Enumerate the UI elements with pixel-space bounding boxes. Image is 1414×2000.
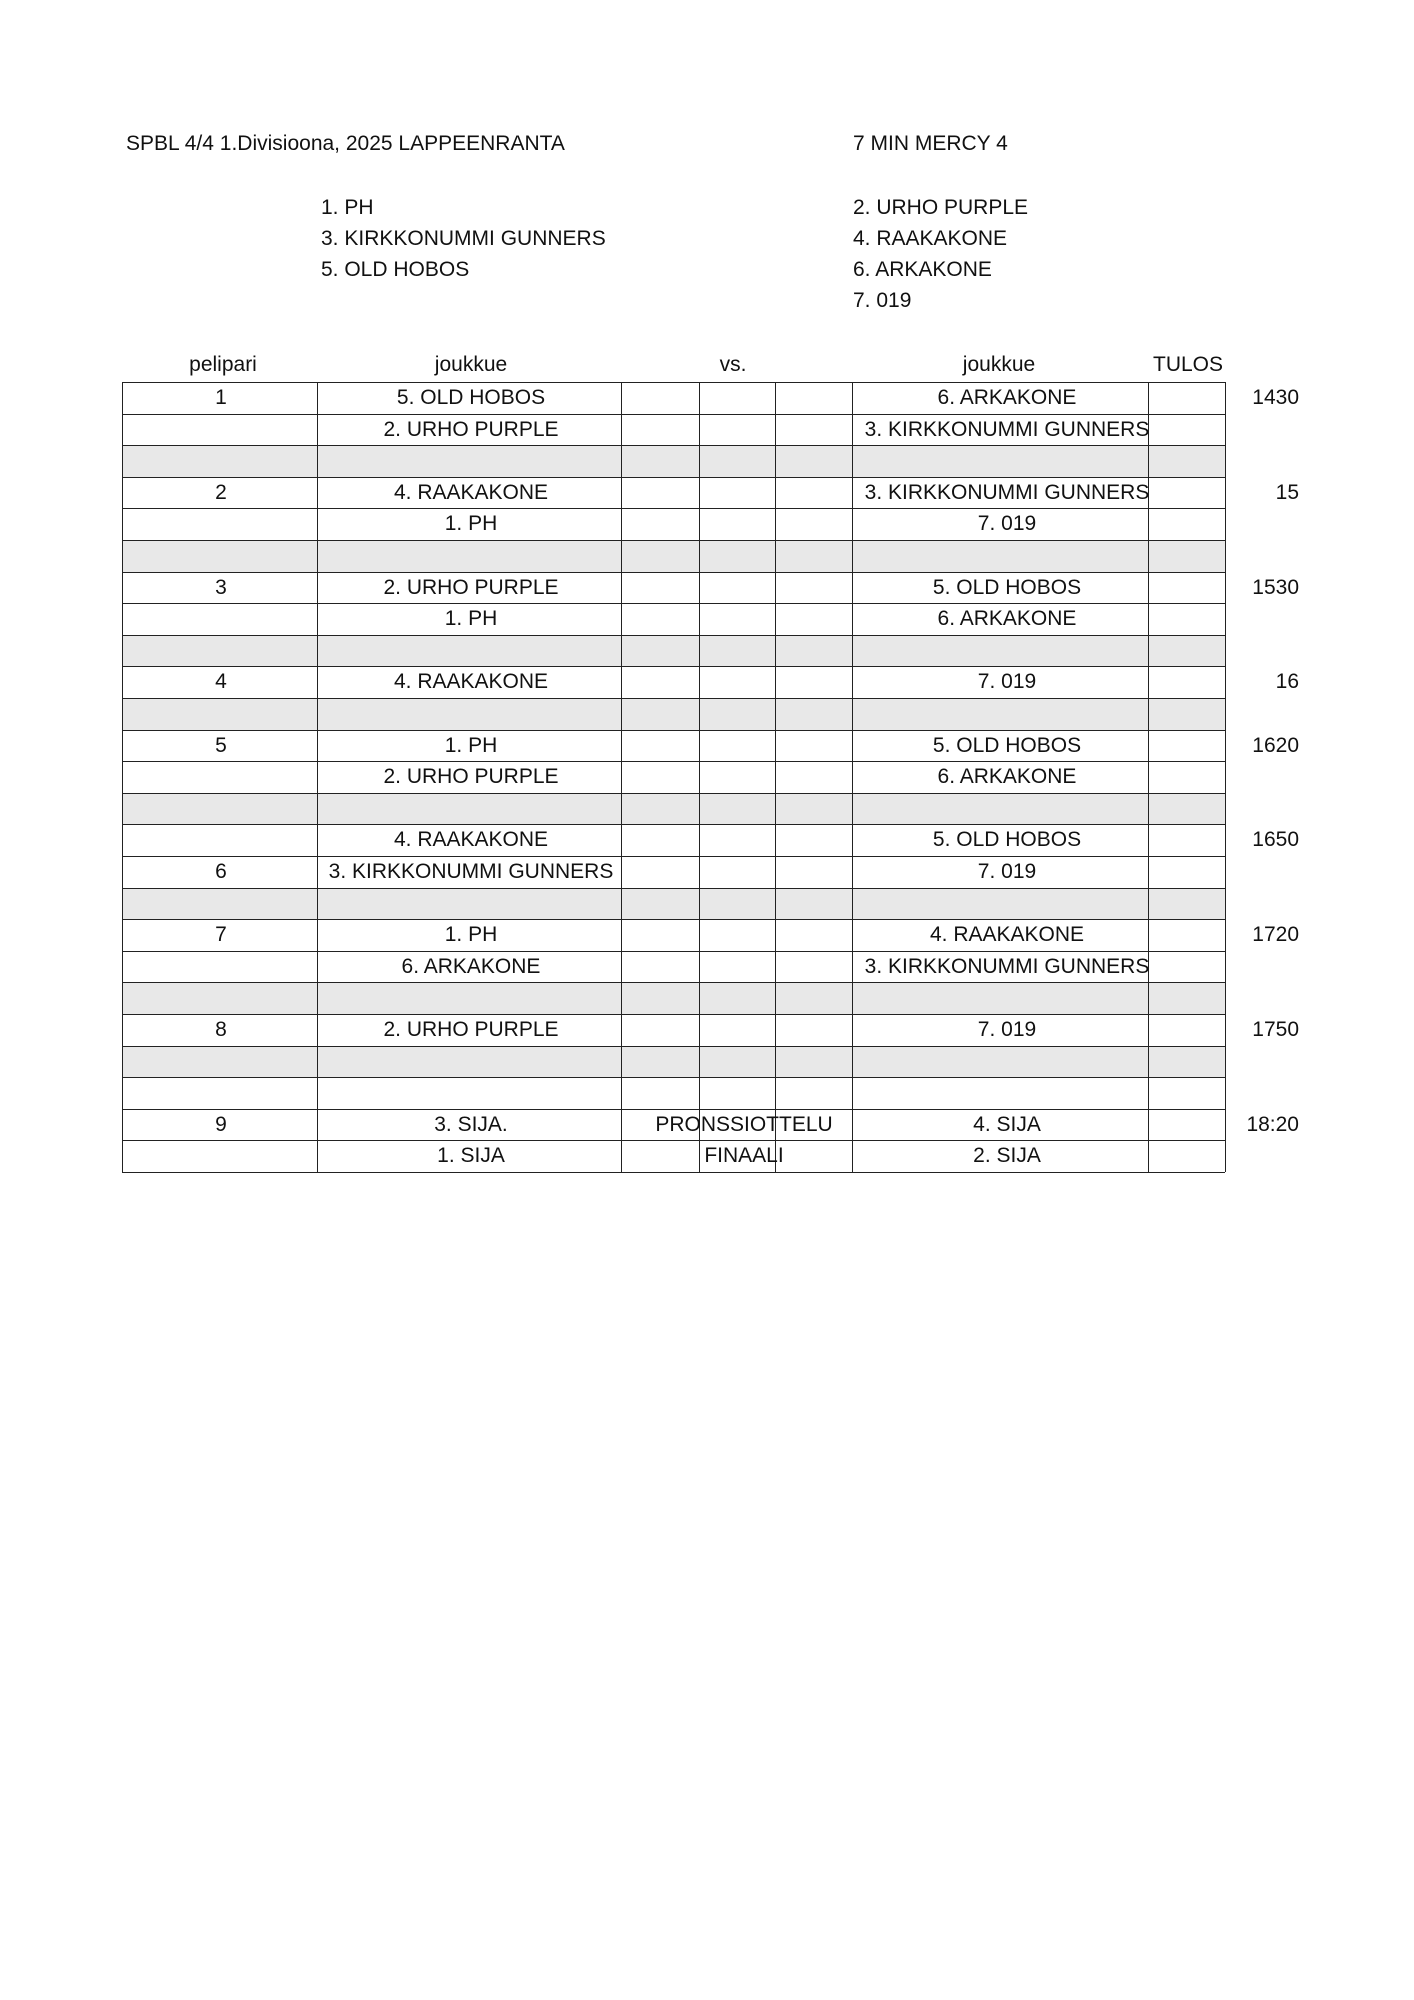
home-team-cell: 4. RAAKAKONE (393, 670, 549, 694)
match-pair-number: 6 (215, 860, 227, 883)
grid-line-vertical (122, 445, 123, 477)
grid-line-vertical (852, 698, 853, 730)
grid-line-vertical (1225, 698, 1226, 730)
home-team-cell: 1. PH (444, 607, 498, 631)
grid-line-vertical (1225, 382, 1226, 414)
grid-line-vertical (621, 603, 622, 635)
match-time: 1650 (1252, 828, 1299, 852)
grid-line-horizontal (122, 730, 1225, 731)
grid-line-vertical (699, 572, 700, 604)
grid-line-vertical (1148, 445, 1149, 477)
grid-line-vertical (317, 572, 318, 604)
home-team-cell: 1. PH (444, 923, 498, 947)
grid-line-horizontal (122, 635, 1225, 636)
grid-line-vertical (621, 856, 622, 888)
grid-line-vertical (1225, 793, 1226, 825)
away-team-cell: 4. RAAKAKONE (929, 923, 1085, 947)
grid-line-vertical (775, 635, 776, 667)
grid-line-vertical (122, 572, 123, 604)
grid-line-vertical (699, 824, 700, 856)
grid-line-vertical (699, 761, 700, 793)
grid-line-vertical (1148, 382, 1149, 414)
grid-line-vertical (317, 477, 318, 509)
match-pair-number: 1 (215, 386, 227, 409)
grid-line-vertical (122, 856, 123, 888)
grid-line-horizontal (122, 951, 1225, 952)
grid-line-vertical (621, 1014, 622, 1046)
grid-line-vertical (621, 1109, 622, 1141)
grid-line-vertical (317, 603, 318, 635)
grid-line-horizontal (122, 761, 1225, 762)
grid-line-vertical (699, 1140, 700, 1172)
mercy-rule: 7 MIN MERCY 4 (853, 132, 1008, 155)
grid-line-vertical (775, 1046, 776, 1078)
grid-line-vertical (852, 824, 853, 856)
away-team-cell: 2. SIJA (973, 1144, 1041, 1168)
grid-line-vertical (699, 508, 700, 540)
grid-line-vertical (122, 635, 123, 667)
away-team-cell: 6. ARKAKONE (937, 607, 1077, 631)
grid-line-vertical (317, 730, 318, 762)
grid-line-vertical (1148, 698, 1149, 730)
grid-line-vertical (1225, 982, 1226, 1014)
spacer-row-fill (122, 540, 1225, 572)
match-type-label: PRONSSIOTTELU (655, 1112, 833, 1136)
grid-line-vertical (699, 1014, 700, 1046)
grid-line-vertical (621, 824, 622, 856)
grid-line-vertical (1148, 1046, 1149, 1078)
grid-line-vertical (122, 540, 123, 572)
grid-line-vertical (122, 1109, 123, 1141)
grid-line-vertical (775, 1014, 776, 1046)
match-time: 1530 (1252, 575, 1299, 599)
grid-line-vertical (621, 572, 622, 604)
grid-line-vertical (122, 951, 123, 983)
grid-line-vertical (699, 888, 700, 920)
grid-line-horizontal (122, 540, 1225, 541)
team-list-item: 5. OLD HOBOS (321, 258, 470, 281)
grid-line-vertical (699, 982, 700, 1014)
grid-line-vertical (1148, 666, 1149, 698)
grid-line-vertical (317, 414, 318, 446)
spacer-row-fill (122, 698, 1225, 730)
match-time: 1620 (1252, 733, 1299, 757)
spacer-row-fill (122, 635, 1225, 667)
grid-line-vertical (122, 793, 123, 825)
grid-line-vertical (317, 1140, 318, 1172)
grid-line-horizontal (122, 698, 1225, 699)
away-team-cell: 7. 019 (977, 860, 1037, 883)
match-time: 16 (1275, 670, 1299, 694)
grid-line-vertical (1225, 856, 1226, 888)
grid-line-vertical (621, 635, 622, 667)
grid-line-vertical (122, 477, 123, 509)
team-list-item: 7. 019 (853, 289, 912, 312)
team-list-item: 2. URHO PURPLE (853, 196, 1029, 219)
grid-line-vertical (775, 698, 776, 730)
grid-line-vertical (699, 603, 700, 635)
away-team-cell: 6. ARKAKONE (937, 386, 1077, 409)
grid-line-vertical (317, 824, 318, 856)
home-team-cell: 4. RAAKAKONE (393, 480, 549, 504)
grid-line-vertical (852, 888, 853, 920)
grid-line-vertical (1225, 477, 1226, 509)
spacer-row-fill (122, 1046, 1225, 1078)
grid-line-vertical (1225, 761, 1226, 793)
grid-line-horizontal (122, 1172, 1225, 1173)
grid-line-vertical (317, 951, 318, 983)
grid-line-vertical (1148, 793, 1149, 825)
grid-line-vertical (775, 824, 776, 856)
grid-line-vertical (621, 477, 622, 509)
grid-line-vertical (852, 761, 853, 793)
grid-line-vertical (775, 603, 776, 635)
grid-line-vertical (1225, 1014, 1226, 1046)
grid-line-vertical (852, 919, 853, 951)
grid-line-vertical (1225, 572, 1226, 604)
grid-line-vertical (621, 445, 622, 477)
match-pair-number: 3 (215, 575, 227, 599)
away-team-cell: 5. OLD HOBOS (932, 828, 1082, 852)
grid-line-vertical (852, 666, 853, 698)
grid-line-vertical (1225, 1109, 1226, 1141)
column-header-home-team: joukkue (434, 353, 508, 376)
grid-line-vertical (317, 698, 318, 730)
grid-line-vertical (621, 730, 622, 762)
grid-line-vertical (699, 414, 700, 446)
grid-line-vertical (317, 1014, 318, 1046)
grid-line-vertical (775, 445, 776, 477)
grid-line-vertical (1225, 919, 1226, 951)
grid-line-vertical (699, 1077, 700, 1109)
grid-line-vertical (775, 951, 776, 983)
grid-line-vertical (1225, 540, 1226, 572)
grid-line-vertical (122, 761, 123, 793)
away-team-cell: 5. OLD HOBOS (932, 733, 1082, 757)
grid-line-vertical (852, 1109, 853, 1141)
grid-line-vertical (852, 1140, 853, 1172)
column-header-pair: pelipari (189, 353, 257, 376)
home-team-cell: 2. URHO PURPLE (383, 575, 559, 599)
grid-line-vertical (1148, 1077, 1149, 1109)
grid-line-horizontal (122, 1109, 1225, 1110)
match-time: 15 (1275, 480, 1299, 504)
grid-line-vertical (775, 382, 776, 414)
grid-line-vertical (1148, 540, 1149, 572)
grid-line-vertical (122, 919, 123, 951)
grid-line-vertical (122, 982, 123, 1014)
grid-line-vertical (621, 919, 622, 951)
away-team-cell: 3. KIRKKONUMMI GUNNERS (864, 480, 1150, 504)
away-team-cell: 7. 019 (977, 1018, 1037, 1041)
grid-line-vertical (852, 951, 853, 983)
grid-line-vertical (775, 919, 776, 951)
grid-line-horizontal (122, 793, 1225, 794)
grid-line-vertical (852, 477, 853, 509)
grid-line-vertical (317, 888, 318, 920)
grid-line-vertical (621, 1140, 622, 1172)
away-team-cell: 3. KIRKKONUMMI GUNNERS (864, 417, 1150, 441)
grid-line-vertical (852, 603, 853, 635)
grid-line-vertical (317, 1077, 318, 1109)
grid-line-vertical (621, 793, 622, 825)
spacer-row-fill (122, 982, 1225, 1014)
match-pair-number: 2 (215, 480, 227, 504)
grid-line-vertical (1225, 414, 1226, 446)
grid-line-horizontal (122, 824, 1225, 825)
grid-line-vertical (852, 1014, 853, 1046)
grid-line-vertical (1148, 761, 1149, 793)
match-pair-number: 9 (215, 1112, 227, 1136)
grid-line-vertical (1148, 1140, 1149, 1172)
grid-line-vertical (699, 382, 700, 414)
match-pair-number: 5 (215, 733, 227, 757)
grid-line-vertical (852, 508, 853, 540)
grid-line-horizontal (122, 572, 1225, 573)
grid-line-horizontal (122, 603, 1225, 604)
grid-line-vertical (775, 730, 776, 762)
grid-line-vertical (1148, 508, 1149, 540)
team-list-item: 3. KIRKKONUMMI GUNNERS (321, 227, 606, 250)
grid-line-vertical (317, 761, 318, 793)
grid-line-vertical (775, 761, 776, 793)
grid-line-vertical (621, 1077, 622, 1109)
grid-line-vertical (122, 730, 123, 762)
grid-line-vertical (852, 382, 853, 414)
grid-line-vertical (621, 951, 622, 983)
grid-line-vertical (775, 793, 776, 825)
grid-line-vertical (775, 414, 776, 446)
grid-line-vertical (317, 1046, 318, 1078)
grid-line-vertical (699, 1046, 700, 1078)
grid-line-vertical (852, 856, 853, 888)
grid-line-vertical (852, 572, 853, 604)
grid-line-vertical (122, 1014, 123, 1046)
grid-line-vertical (317, 1109, 318, 1141)
grid-line-vertical (852, 414, 853, 446)
home-team-cell: 6. ARKAKONE (401, 954, 541, 978)
grid-line-vertical (1225, 951, 1226, 983)
spacer-row-fill (122, 445, 1225, 477)
grid-line-horizontal (122, 888, 1225, 889)
grid-line-vertical (1225, 1046, 1226, 1078)
grid-line-vertical (699, 540, 700, 572)
grid-line-vertical (699, 919, 700, 951)
grid-line-vertical (699, 856, 700, 888)
grid-line-vertical (621, 414, 622, 446)
grid-line-vertical (852, 445, 853, 477)
grid-line-vertical (621, 982, 622, 1014)
grid-line-vertical (699, 635, 700, 667)
grid-line-horizontal (122, 508, 1225, 509)
match-time: 1430 (1252, 386, 1299, 409)
team-list-item: 4. RAAKAKONE (853, 227, 1008, 250)
spacer-row-fill (122, 888, 1225, 920)
grid-line-horizontal (122, 382, 1225, 383)
grid-line-vertical (621, 1046, 622, 1078)
match-time: 1750 (1252, 1018, 1299, 1041)
match-pair-number: 8 (215, 1018, 227, 1041)
grid-line-horizontal (122, 1140, 1225, 1141)
home-team-cell: 2. URHO PURPLE (383, 417, 559, 441)
grid-line-vertical (122, 1077, 123, 1109)
grid-line-vertical (1148, 856, 1149, 888)
grid-line-vertical (852, 1077, 853, 1109)
grid-line-vertical (317, 540, 318, 572)
grid-line-vertical (775, 540, 776, 572)
grid-line-vertical (122, 666, 123, 698)
grid-line-vertical (317, 856, 318, 888)
grid-line-vertical (1225, 445, 1226, 477)
column-header-away-team: joukkue (962, 353, 1036, 376)
grid-line-vertical (1225, 508, 1226, 540)
grid-line-horizontal (122, 445, 1225, 446)
grid-line-horizontal (122, 856, 1225, 857)
grid-line-vertical (775, 508, 776, 540)
home-team-cell: 3. SIJA. (434, 1112, 508, 1136)
match-pair-number: 4 (215, 670, 227, 694)
grid-line-horizontal (122, 982, 1225, 983)
grid-line-vertical (699, 730, 700, 762)
grid-line-vertical (621, 666, 622, 698)
grid-line-horizontal (122, 666, 1225, 667)
grid-line-horizontal (122, 414, 1225, 415)
grid-line-vertical (1225, 888, 1226, 920)
grid-line-vertical (317, 666, 318, 698)
grid-line-vertical (775, 477, 776, 509)
grid-line-vertical (1225, 666, 1226, 698)
grid-line-vertical (1148, 824, 1149, 856)
grid-line-vertical (775, 572, 776, 604)
grid-line-vertical (1225, 1140, 1226, 1172)
spacer-row-fill (122, 793, 1225, 825)
document-title: SPBL 4/4 1.Divisioona, 2025 LAPPEENRANTA (126, 132, 565, 155)
grid-line-vertical (699, 951, 700, 983)
home-team-cell: 5. OLD HOBOS (396, 386, 546, 409)
match-time: 1720 (1252, 923, 1299, 947)
grid-line-vertical (1148, 982, 1149, 1014)
away-team-cell: 4. SIJA (973, 1112, 1041, 1136)
grid-line-vertical (1148, 1014, 1149, 1046)
grid-line-vertical (1225, 1077, 1226, 1109)
grid-line-vertical (775, 666, 776, 698)
grid-line-vertical (1148, 730, 1149, 762)
grid-line-horizontal (122, 1046, 1225, 1047)
away-team-cell: 3. KIRKKONUMMI GUNNERS (864, 954, 1150, 978)
grid-line-vertical (699, 666, 700, 698)
home-team-cell: 2. URHO PURPLE (383, 1018, 559, 1041)
grid-line-vertical (1225, 635, 1226, 667)
grid-line-vertical (621, 540, 622, 572)
grid-line-vertical (621, 698, 622, 730)
grid-line-vertical (852, 982, 853, 1014)
away-team-cell: 5. OLD HOBOS (932, 575, 1082, 599)
grid-line-horizontal (122, 1077, 1225, 1078)
grid-line-vertical (699, 477, 700, 509)
grid-line-vertical (122, 382, 123, 414)
grid-line-vertical (699, 793, 700, 825)
grid-line-vertical (317, 793, 318, 825)
home-team-cell: 1. PH (444, 733, 498, 757)
column-header-vs: vs. (719, 353, 747, 376)
grid-line-vertical (775, 888, 776, 920)
match-type-label: FINAALI (704, 1144, 784, 1168)
grid-line-vertical (122, 508, 123, 540)
team-list-item: 1. PH (321, 196, 374, 219)
grid-line-vertical (317, 508, 318, 540)
grid-line-vertical (1148, 888, 1149, 920)
away-team-cell: 6. ARKAKONE (937, 765, 1077, 789)
grid-line-horizontal (122, 477, 1225, 478)
grid-line-vertical (621, 508, 622, 540)
grid-line-vertical (317, 635, 318, 667)
home-team-cell: 4. RAAKAKONE (393, 828, 549, 852)
grid-line-vertical (122, 888, 123, 920)
away-team-cell: 7. 019 (977, 670, 1037, 694)
grid-line-vertical (775, 1077, 776, 1109)
column-header-result: TULOS (1153, 353, 1224, 376)
grid-line-vertical (852, 635, 853, 667)
grid-line-vertical (1148, 603, 1149, 635)
grid-line-vertical (317, 445, 318, 477)
home-team-cell: 2. URHO PURPLE (383, 765, 559, 789)
grid-line-vertical (122, 603, 123, 635)
home-team-cell: 3. KIRKKONUMMI GUNNERS (328, 860, 614, 883)
grid-line-vertical (775, 982, 776, 1014)
schedule-table (122, 353, 1299, 1172)
grid-line-vertical (852, 793, 853, 825)
grid-line-vertical (317, 382, 318, 414)
grid-line-vertical (775, 856, 776, 888)
grid-line-horizontal (122, 1014, 1225, 1015)
grid-line-vertical (122, 698, 123, 730)
grid-line-vertical (852, 730, 853, 762)
grid-line-horizontal (122, 919, 1225, 920)
grid-line-vertical (699, 698, 700, 730)
grid-line-vertical (317, 982, 318, 1014)
grid-line-vertical (1225, 603, 1226, 635)
home-team-cell: 1. PH (444, 512, 498, 536)
grid-line-vertical (122, 824, 123, 856)
grid-line-vertical (122, 414, 123, 446)
grid-line-vertical (852, 1046, 853, 1078)
grid-line-vertical (1148, 919, 1149, 951)
grid-line-vertical (1225, 730, 1226, 762)
away-team-cell: 7. 019 (977, 512, 1037, 536)
match-time: 18:20 (1246, 1112, 1299, 1136)
grid-line-vertical (1225, 824, 1226, 856)
grid-line-vertical (122, 1140, 123, 1172)
grid-line-vertical (621, 761, 622, 793)
home-team-cell: 1. SIJA (437, 1144, 505, 1168)
match-pair-number: 7 (215, 923, 227, 947)
grid-line-vertical (122, 1046, 123, 1078)
grid-line-vertical (1148, 1109, 1149, 1141)
grid-line-vertical (317, 919, 318, 951)
team-list-item: 6. ARKAKONE (853, 258, 992, 281)
grid-line-vertical (1148, 635, 1149, 667)
grid-line-vertical (699, 445, 700, 477)
grid-line-vertical (1148, 572, 1149, 604)
grid-line-vertical (621, 382, 622, 414)
grid-line-vertical (621, 888, 622, 920)
grid-line-vertical (852, 540, 853, 572)
